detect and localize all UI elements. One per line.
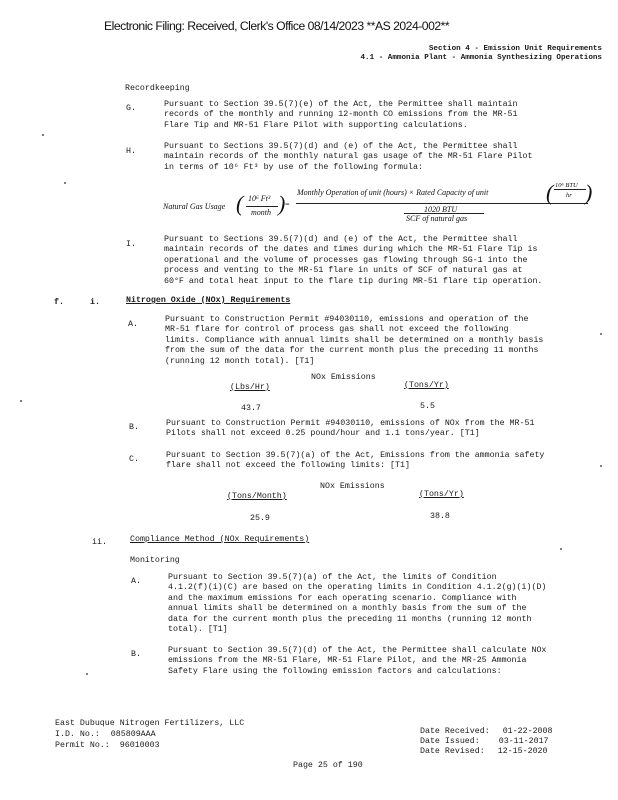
item-iia-line: and the maximum emissions for each operating scenario. Compliance with (168, 593, 517, 603)
item-iia-line: 4.1.2(f)(i)(C) are based on the operating limits in Condition 4.1.2(g)(i)(D) (168, 583, 547, 593)
item-g-line: Pursuant to Section 39.5(7)(e) of the Act, the Permittee shall maintain (164, 100, 518, 109)
page-number: Page 25 of 190 (293, 761, 363, 770)
item-fa-line: limits. Compliance with annual limits shall be determined on a monthly basis (165, 335, 544, 345)
section-header: Section 4 - Emission Unit Requirements (428, 45, 602, 53)
item-h-text (164, 142, 532, 173)
footer-revised-label: Date Revised: (420, 747, 485, 756)
scan-speck (42, 134, 44, 136)
item-i-line: Pursuant to Sections 39.5(7)(d) and (e) of the Act, the Permittee shall (164, 235, 518, 244)
table1-col1-header: (Lbs/Hr) (230, 383, 270, 392)
footer-date-issued (420, 737, 549, 747)
table1-col2-header: (Tons/Yr) (404, 381, 449, 390)
formula-denominator-denominator: SCF of natural gas (406, 214, 468, 223)
formula-equals: = (285, 200, 290, 209)
formula-paren-left: ( (236, 191, 244, 216)
item-i-line: operational and the volume of processes gas flowing through SG-1 into the (164, 255, 528, 265)
table2-col2-value: 38.8 (430, 512, 450, 521)
formula-lhs-numerator: 10⁶ Ft³ (248, 194, 271, 203)
section-f-numeral: i. (90, 298, 100, 307)
formula-rate-numerator: 10⁶ BTU (555, 182, 578, 189)
electronic-filing-stamp: Electronic Filing: Received, Clerk's Office 08/14/2023 **AS 2024-002** (104, 19, 450, 33)
footer-permit (55, 741, 160, 751)
footer-company: East Dubuque Nitrogen Fertilizers, LLC (55, 719, 245, 728)
formula-numerator: Monthly Operation of unit (hours) × Rated Capacity of unit (297, 188, 489, 197)
section-ii-numeral: ii. (92, 538, 107, 547)
scan-speck (64, 182, 66, 184)
item-i-line: 60°F and total heat input to the flare tip during MR-51 flare tip operation. (164, 276, 543, 286)
item-i-text (164, 235, 542, 287)
formula-main-fraction-bar (296, 203, 588, 204)
item-iib-line: Safety Flare using the following emission factors and calculations: (168, 666, 502, 676)
item-g-line: records of the monthly and running 12-month CO emissions from the MR-51 (164, 110, 518, 120)
scan-speck (20, 400, 22, 402)
section-ii-title: Compliance Method (NOx Requirements) (130, 535, 310, 544)
footer-issued-label: Date Issued: (420, 737, 480, 746)
footer-id-label: I.D. No.: (55, 730, 100, 739)
section-f-letter: f. (54, 298, 64, 307)
item-fa-line: Pursuant to Construction Permit #94030110, emissions and operation of the (165, 315, 529, 324)
item-fb-line: Pursuant to Construction Permit #94030110, emissions of NOx from the MR-51 (166, 419, 535, 428)
item-iib-text (168, 646, 546, 677)
item-fa-text (165, 315, 543, 367)
table2-col2-header: (Tons/Yr) (419, 490, 464, 499)
item-fb-line: Pilots shall not exceed 0.25 pound/hour and 1.1 tons/year. [T1] (166, 429, 480, 439)
formula-rate-denominator: hr (566, 192, 572, 199)
formula-denominator-numerator: 1020 BTU (424, 205, 458, 214)
item-fc-line: Pursuant to Section 39.5(7)(a) of the Act, Emissions from the ammonia safety (166, 451, 545, 460)
item-iib-line: Pursuant to Section 39.5(7)(d) of the Act, the Permittee shall calculate NOx (168, 646, 547, 655)
table1-col2-value: 5.5 (420, 402, 435, 411)
item-fc-text (166, 451, 544, 472)
item-fc-letter: C. (129, 455, 139, 464)
recordkeeping-heading: Recordkeeping (125, 84, 190, 93)
item-i-line: maintain records of the dates and times during which the MR-51 Flare Tip is (164, 245, 538, 255)
item-fa-line: (running 12 month total). [T1] (165, 356, 315, 366)
item-iia-line: data for the current month plus the preceding 11 months (running 12 month (168, 614, 532, 624)
item-iia-line: annual limits shall be determined on a monthly basis from the sum of the (168, 604, 527, 614)
footer-revised-value: 12-15-2020 (497, 747, 548, 756)
section-f-title: Nitrogen Oxide (NOx) Requirements (126, 296, 291, 305)
table1-col1-value: 43.7 (241, 404, 261, 413)
formula-rate-paren-left: ( (546, 180, 554, 205)
formula-paren-right: ) (278, 191, 286, 216)
item-i-line: process and venting to the MR-51 flare in units of SCF of natural gas at (164, 266, 523, 276)
item-iib-line: emissions from the MR-51 Flare, MR-51 Flare Pilot, and the MR-25 Ammonia (168, 656, 527, 666)
item-g-letter: G. (126, 104, 136, 113)
footer-received-value: 01-22-2008 (502, 727, 553, 736)
item-fa-letter: A. (128, 320, 138, 329)
formula-rate-paren-right: ) (585, 180, 593, 205)
item-h-line: maintain records of the monthly natural gas usage of the MR-51 Flare Pilot (164, 152, 533, 162)
formula-lhs-denominator: month (251, 208, 271, 217)
footer-id (55, 730, 156, 740)
footer-permit-value: 96010003 (119, 741, 160, 750)
subsection-header: 4.1 - Ammonia Plant - Ammonia Synthesizing Operations (360, 54, 602, 62)
scan-speck (600, 333, 602, 335)
item-fb-text (166, 419, 534, 440)
footer-date-revised (420, 747, 548, 757)
item-iib-letter: B. (131, 650, 141, 659)
item-h-line: Pursuant to Sections 39.5(7)(d) and (e) of the Act, the Permittee shall (164, 142, 518, 151)
table1-title: NOx Emissions (311, 373, 376, 382)
item-fc-line: flare shall not exceed the following limits: [T1] (166, 461, 410, 471)
footer-id-value: 085809AAA (110, 730, 156, 739)
formula-rate-fraction-bar (554, 189, 586, 190)
item-iia-line: Pursuant to Section 39.5(7)(a) of the Act, the limits of Condition (168, 573, 497, 582)
footer-date-received (420, 727, 553, 737)
item-fa-line: MR-51 flare for control of process gas shall not exceed the following (165, 325, 509, 335)
item-iia-line: total). [T1] (168, 625, 228, 635)
table2-col1-header: (Tons/Month) (227, 492, 287, 501)
item-h-line: in terms of 10⁶ Ft³ by use of the following formula: (164, 162, 423, 172)
item-fa-line: from the sum of the data for the current month plus the preceding 11 months (165, 346, 539, 356)
formula-lhs: Natural Gas Usage (163, 202, 226, 211)
footer-permit-label: Permit No.: (55, 741, 110, 750)
footer-received-label: Date Received: (420, 727, 490, 736)
table2-title: NOx Emissions (320, 482, 385, 491)
formula-lhs-fraction-bar (246, 206, 278, 207)
scan-speck (86, 673, 88, 675)
table2-col1-value: 25.9 (250, 514, 270, 523)
scan-speck (560, 548, 562, 550)
monitoring-heading: Monitoring (130, 556, 180, 565)
item-iia-text (168, 573, 546, 635)
item-h-letter: H. (126, 147, 136, 156)
item-fb-letter: B. (129, 423, 139, 432)
item-i-letter: I. (126, 240, 136, 249)
scan-speck (600, 465, 602, 467)
item-g-line: Flare Tip and MR-51 Flare Pilot with supporting calculations. (164, 120, 468, 130)
item-iia-letter: A. (131, 577, 141, 586)
item-g-text (164, 100, 518, 131)
footer-issued-value: 03-11-2017 (498, 737, 549, 746)
